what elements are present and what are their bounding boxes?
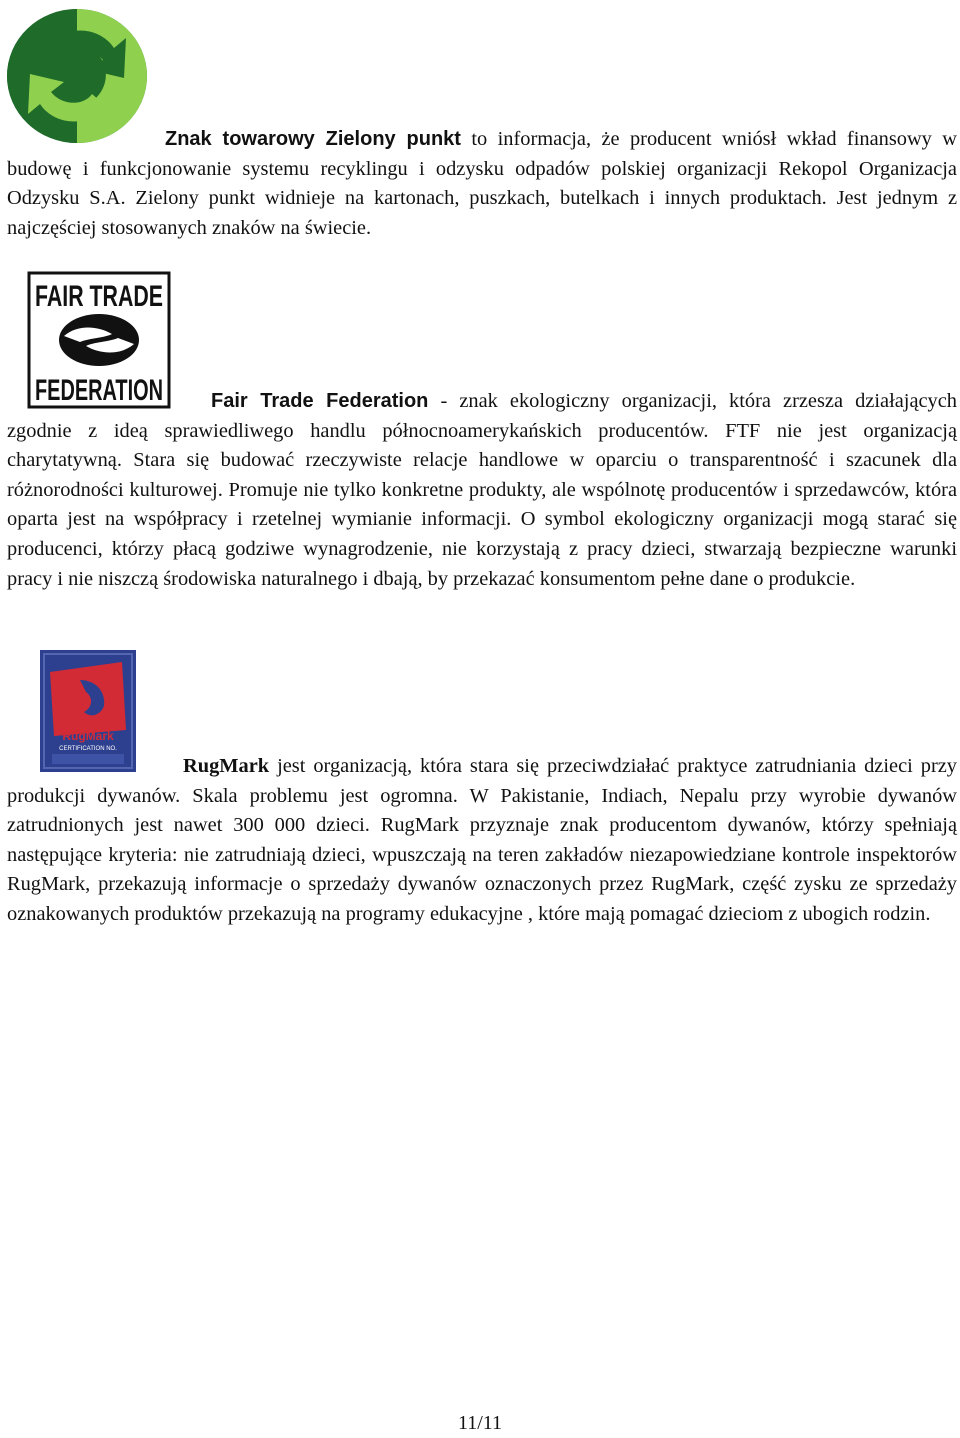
fair-trade-logo-line1: FAIR TRADE <box>35 280 163 313</box>
rugmark-label-cert: CERTIFICATION NO. <box>59 746 117 752</box>
rugmark-paragraph <box>7 752 957 930</box>
green-dot-text: to informacja, że producent wniósł wkład finansowy w budowę i funkcjonowanie systemu recyklingu i odzysku odpadów polskiej organizacji Rekopol Organizacja Odzysku S.A. Zielony punkt widnieje na kartonach, puszkach, butelkach i innych produktach. Jest jednym z najczęściej stosowanych znaków na świecie. <box>7 128 958 239</box>
page-number: 11/11 <box>457 1412 503 1434</box>
rugmark-text: jest organizacją, która stara się przeciwdziałać praktyce zatrudniania dzieci przy produkcji dywanów. Skala problemu jest ogromna. W Pakistanie, Indiach, Nepalu przy wyrobie dywanów zatrudnionych jest nawet 300 000 dzieci. RugMark przyznaje znak producentom dywanów, którzy spełniają następujące kryteria: nie zatrudniają dzieci, wpuszczają na teren zakładów niezapowiedziane kontrole inspektorów RugMark, przekazują informacje o sprzedaży dywanów oznaczonych przez RugMark, część zysku ze sprzedaży oznakowanych produktów przekazują na programy edukacyjne , które mają pomagać dzieciom z ubogich rodzin. <box>7 755 957 925</box>
fair-trade-title: Fair Trade Federation <box>211 390 429 412</box>
green-dot-title: Znak towarowy Zielony punkt <box>165 128 461 150</box>
green-dot-icon <box>6 8 148 144</box>
fair-trade-logo-line2: FEDERATION <box>35 374 163 407</box>
green-dot-logo <box>6 8 148 144</box>
rugmark-label-brand: RugMark <box>62 729 114 743</box>
green-dot-paragraph <box>7 125 957 243</box>
rugmark-title: RugMark <box>183 755 270 777</box>
fair-trade-paragraph <box>7 387 957 594</box>
fair-trade-text: - znak ekologiczny organizacji, która zrzesza działających zgodnie z ideą sprawiedliwego handlu północnoamerykańskich producentów. FTF nie jest organizacją charytatywną. Stara się budować rzeczywiste relacje handlowe w oparciu o transparentność i szacunek dla różnorodności kulturowej. Promuje nie tylko konkretne produkty, ale wspólnotę producentów i sprzedawców, która oparta jest na współpracy i rzetelnej wymianie informacji. O symbol ekologiczny organizacji mogą starać się producenci, którzy płacą godziwe wynagrodzenie, nie korzystają z pracy dzieci, stwarzają bezpieczne warunki pracy i nie niszczą środowiska naturalnego i dbają, by przekazać konsumentom pełne dane o produkcie. <box>7 390 957 590</box>
